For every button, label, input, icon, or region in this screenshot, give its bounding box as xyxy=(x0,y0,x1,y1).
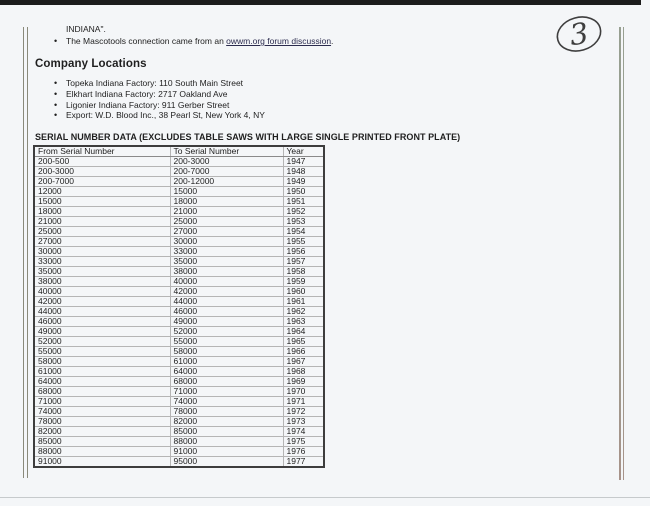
cell-year: 1948 xyxy=(283,167,324,177)
scan-right-edge-line xyxy=(619,27,624,480)
table-row xyxy=(34,187,324,197)
table-row xyxy=(34,407,324,417)
cell-year: 1959 xyxy=(283,277,324,287)
cell-year: 1969 xyxy=(283,377,324,387)
table-row xyxy=(34,427,324,437)
cell-from-serial: 46000 xyxy=(34,317,170,327)
cell-from-serial: 27000 xyxy=(34,237,170,247)
cell-to-serial: 52000 xyxy=(170,327,283,337)
scan-left-edge-line xyxy=(23,27,28,478)
cell-to-serial: 91000 xyxy=(170,447,283,457)
cell-to-serial: 64000 xyxy=(170,367,283,377)
cell-from-serial: 74000 xyxy=(34,407,170,417)
cell-from-serial: 40000 xyxy=(34,287,170,297)
cell-to-serial: 200-7000 xyxy=(170,167,283,177)
cell-to-serial: 42000 xyxy=(170,287,283,297)
table-row xyxy=(34,447,324,457)
cell-to-serial: 85000 xyxy=(170,427,283,437)
cell-year: 1974 xyxy=(283,427,324,437)
table-row xyxy=(34,247,324,257)
continuation-line: INDIANA". xyxy=(66,24,106,34)
cell-year: 1955 xyxy=(283,237,324,247)
cell-year: 1962 xyxy=(283,307,324,317)
cell-to-serial: 18000 xyxy=(170,197,283,207)
table-row xyxy=(34,217,324,227)
table-row xyxy=(34,197,324,207)
bullet-text-suffix: . xyxy=(331,36,334,46)
serial-table-body xyxy=(34,157,324,468)
cell-to-serial: 78000 xyxy=(170,407,283,417)
table-row xyxy=(34,237,324,247)
cell-from-serial: 33000 xyxy=(34,257,170,267)
company-location-item: • Elkhart Indiana Factory: 2717 Oakland Ave xyxy=(66,89,265,100)
cell-to-serial: 15000 xyxy=(170,187,283,197)
cell-to-serial: 46000 xyxy=(170,307,283,317)
cell-to-serial: 25000 xyxy=(170,217,283,227)
table-row xyxy=(34,387,324,397)
cell-year: 1958 xyxy=(283,267,324,277)
cell-from-serial: 12000 xyxy=(34,187,170,197)
cell-from-serial: 30000 xyxy=(34,247,170,257)
cell-from-serial: 88000 xyxy=(34,447,170,457)
cell-from-serial: 64000 xyxy=(34,377,170,387)
cell-year: 1965 xyxy=(283,337,324,347)
cell-from-serial: 21000 xyxy=(34,217,170,227)
column-header-from-serial: From Serial Number xyxy=(34,146,170,157)
cell-year: 1961 xyxy=(283,297,324,307)
cell-from-serial: 49000 xyxy=(34,327,170,337)
cell-to-serial: 33000 xyxy=(170,247,283,257)
cell-to-serial: 71000 xyxy=(170,387,283,397)
cell-from-serial: 52000 xyxy=(34,337,170,347)
serial-number-table xyxy=(33,145,325,468)
cell-year: 1976 xyxy=(283,447,324,457)
cell-to-serial: 49000 xyxy=(170,317,283,327)
cell-year: 1960 xyxy=(283,287,324,297)
cell-from-serial: 38000 xyxy=(34,277,170,287)
cell-to-serial: 200-3000 xyxy=(170,157,283,167)
cell-year: 1952 xyxy=(283,207,324,217)
cell-to-serial: 35000 xyxy=(170,257,283,267)
cell-year: 1953 xyxy=(283,217,324,227)
cell-from-serial: 61000 xyxy=(34,367,170,377)
cell-year: 1973 xyxy=(283,417,324,427)
cell-to-serial: 44000 xyxy=(170,297,283,307)
cell-year: 1951 xyxy=(283,197,324,207)
cell-from-serial: 15000 xyxy=(34,197,170,207)
cell-to-serial: 95000 xyxy=(170,457,283,468)
cell-from-serial: 58000 xyxy=(34,357,170,367)
company-location-item: • Ligonier Indiana Factory: 911 Gerber Street xyxy=(66,100,265,111)
cell-to-serial: 61000 xyxy=(170,357,283,367)
table-row xyxy=(34,267,324,277)
cell-year: 1970 xyxy=(283,387,324,397)
cell-to-serial: 40000 xyxy=(170,277,283,287)
cell-from-serial: 200-500 xyxy=(34,157,170,167)
cell-from-serial: 35000 xyxy=(34,267,170,277)
table-row xyxy=(34,297,324,307)
cell-from-serial: 78000 xyxy=(34,417,170,427)
column-header-year: Year xyxy=(283,146,324,157)
cell-to-serial: 58000 xyxy=(170,347,283,357)
column-header-to-serial: To Serial Number xyxy=(170,146,283,157)
cell-from-serial: 68000 xyxy=(34,387,170,397)
cell-year: 1947 xyxy=(283,157,324,167)
cell-year: 1966 xyxy=(283,347,324,357)
cell-from-serial: 18000 xyxy=(34,207,170,217)
cell-year: 1964 xyxy=(283,327,324,337)
table-row xyxy=(34,457,324,468)
table-row xyxy=(34,327,324,337)
cell-from-serial: 42000 xyxy=(34,297,170,307)
table-row xyxy=(34,417,324,427)
serial-number-data-heading: SERIAL NUMBER DATA (EXCLUDES TABLE SAWS WITH LARGE SINGLE PRINTED FRONT PLATE) xyxy=(35,132,461,142)
table-row xyxy=(34,377,324,387)
table-row xyxy=(34,337,324,347)
company-location-item: • Export: W.D. Blood Inc., 38 Pearl St, New York 4, NY xyxy=(66,110,265,121)
table-row xyxy=(34,367,324,377)
intro-text xyxy=(66,24,333,47)
cell-from-serial: 55000 xyxy=(34,347,170,357)
cell-year: 1956 xyxy=(283,247,324,257)
cell-year: 1949 xyxy=(283,177,324,187)
cell-from-serial: 200-3000 xyxy=(34,167,170,177)
cell-to-serial: 30000 xyxy=(170,237,283,247)
cell-from-serial: 44000 xyxy=(34,307,170,317)
cell-to-serial: 68000 xyxy=(170,377,283,387)
cell-to-serial: 55000 xyxy=(170,337,283,347)
forum-discussion-link[interactable]: owwm.org forum discussion xyxy=(226,36,332,46)
cell-year: 1977 xyxy=(283,457,324,468)
bullet-item xyxy=(66,36,333,47)
cell-from-serial: 85000 xyxy=(34,437,170,447)
cell-to-serial: 38000 xyxy=(170,267,283,277)
table-row xyxy=(34,207,324,217)
cell-to-serial: 82000 xyxy=(170,417,283,427)
table-row xyxy=(34,287,324,297)
company-location-item: • Topeka Indiana Factory: 110 South Main Street xyxy=(66,78,265,89)
serial-table-header xyxy=(34,146,324,157)
cell-year: 1967 xyxy=(283,357,324,367)
table-row xyxy=(34,357,324,367)
table-row xyxy=(34,437,324,447)
table-row xyxy=(34,167,324,177)
cell-to-serial: 74000 xyxy=(170,397,283,407)
handwritten-page-number-circle xyxy=(551,9,607,61)
cell-from-serial: 25000 xyxy=(34,227,170,237)
table-row xyxy=(34,257,324,267)
cell-to-serial: 21000 xyxy=(170,207,283,217)
cell-to-serial: 88000 xyxy=(170,437,283,447)
table-row xyxy=(34,277,324,287)
table-row xyxy=(34,157,324,167)
scan-bottom-edge-line xyxy=(0,497,650,498)
cell-year: 1968 xyxy=(283,367,324,377)
cell-year: 1975 xyxy=(283,437,324,447)
handwritten-page-number: 3 xyxy=(567,15,591,53)
bullet-text-prefix: The Mascotools connection came from an xyxy=(66,36,227,46)
cell-from-serial: 71000 xyxy=(34,397,170,407)
table-row xyxy=(34,307,324,317)
table-row xyxy=(34,317,324,327)
cell-from-serial: 200-7000 xyxy=(34,177,170,187)
table-row xyxy=(34,347,324,357)
cell-to-serial: 200-12000 xyxy=(170,177,283,187)
cell-year: 1972 xyxy=(283,407,324,417)
cell-year: 1963 xyxy=(283,317,324,327)
cell-year: 1971 xyxy=(283,397,324,407)
cell-from-serial: 82000 xyxy=(34,427,170,437)
cell-year: 1954 xyxy=(283,227,324,237)
cell-to-serial: 27000 xyxy=(170,227,283,237)
table-row xyxy=(34,227,324,237)
company-locations-heading: Company Locations xyxy=(35,58,147,70)
cell-year: 1950 xyxy=(283,187,324,197)
table-row xyxy=(34,397,324,407)
table-row xyxy=(34,177,324,187)
cell-from-serial: 91000 xyxy=(34,457,170,468)
cell-year: 1957 xyxy=(283,257,324,267)
scan-top-edge-bar xyxy=(0,0,641,5)
company-locations-list xyxy=(66,78,265,121)
